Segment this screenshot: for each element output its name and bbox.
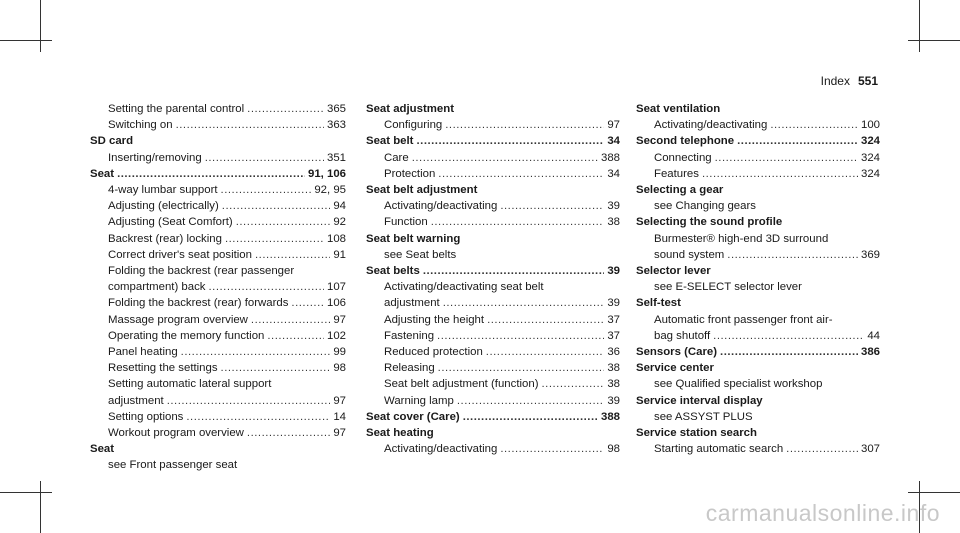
index-line [636, 133, 880, 149]
entry-text: Connecting [654, 151, 712, 164]
entry-text: Seat belt adjustment [366, 184, 478, 197]
index-line [654, 117, 880, 133]
index-line [384, 393, 620, 409]
index-subentry [90, 231, 346, 247]
entry-text: SD card [90, 135, 134, 148]
dot-leader [786, 441, 858, 457]
dot-leader [255, 247, 330, 263]
page-reference: 36 [607, 346, 620, 359]
index-heading [366, 231, 620, 247]
page-reference: 34 [607, 135, 620, 148]
index-subentry [636, 166, 880, 182]
entry-text: 4-way lumbar support [108, 184, 218, 197]
watermark: carmanualsonline.info [705, 500, 940, 526]
entry-text: Service station search [636, 427, 757, 440]
index-subentry [90, 182, 346, 198]
dot-leader [486, 344, 605, 360]
index-subentry [90, 150, 346, 166]
page-number: 551 [857, 74, 878, 88]
index-subentry [636, 231, 880, 263]
index-line [384, 312, 620, 328]
index-line [366, 133, 620, 149]
page-reference: 307 [860, 443, 880, 456]
index-subentry [90, 425, 346, 441]
page-reference: 388 [600, 410, 620, 423]
index-subentry [90, 312, 346, 328]
dot-leader [251, 312, 330, 328]
entry-text: Configuring [384, 119, 443, 132]
entry-text: Second telephone [636, 135, 735, 148]
index-line [384, 198, 620, 214]
index-subentry [366, 214, 620, 230]
index-line [108, 231, 346, 247]
entry-text: Operating the memory function [108, 329, 265, 342]
index-subentry [366, 150, 620, 166]
index-line [654, 441, 880, 457]
index-subentry [90, 247, 346, 263]
entry-text: see Qualified specialist workshop [654, 378, 823, 391]
index-line [108, 198, 346, 214]
page-reference: 365 [326, 103, 346, 115]
entry-text: Reduced protection [384, 346, 483, 359]
entry-text: Inserting/removing [108, 151, 202, 164]
index-heading [366, 182, 620, 198]
page-reference: 14 [333, 410, 346, 423]
page-reference: 107 [326, 281, 346, 294]
dot-leader [205, 150, 324, 166]
index-subentry [90, 117, 346, 133]
index-column-3 [636, 101, 880, 457]
dot-leader [176, 117, 324, 133]
index-subentry [366, 328, 620, 344]
index-subentry [366, 312, 620, 328]
entry-text: Care [384, 151, 409, 164]
index-line [384, 376, 620, 392]
entry-text: Seat [90, 443, 115, 456]
dot-leader [416, 133, 604, 149]
index-line [654, 150, 880, 166]
dot-leader [487, 312, 604, 328]
index-line [108, 409, 346, 425]
entry-text: Service interval display [636, 394, 763, 407]
index-subentry [366, 376, 620, 392]
dot-leader [209, 279, 324, 295]
page-reference: 102 [326, 329, 346, 342]
page-reference: 91, 106 [307, 167, 346, 180]
index-line [108, 295, 346, 311]
page-reference: 37 [607, 313, 620, 326]
dot-leader [463, 409, 598, 425]
page-reference: 39 [607, 394, 620, 407]
entry-text: Burmester® high-end 3D surround [654, 232, 829, 245]
index-heading [90, 166, 346, 182]
entry-text: sound system [654, 248, 725, 261]
index-subentry [90, 409, 346, 425]
entry-text: Seat belts [366, 265, 420, 278]
page-reference: 97 [333, 394, 346, 407]
index-subentry [90, 457, 346, 473]
index-subentry [636, 409, 880, 425]
entry-text: Backrest (rear) locking [108, 232, 222, 245]
index-heading [636, 360, 880, 376]
index-subentry [90, 198, 346, 214]
dot-leader [437, 328, 604, 344]
page-reference: 91 [333, 248, 346, 261]
dot-leader [247, 101, 324, 117]
dot-leader [457, 393, 604, 409]
entry-text: adjustment [108, 394, 164, 407]
entry-text: Automatic front passenger front air- [654, 313, 833, 326]
index-heading [636, 344, 880, 360]
entry-text: Seat belt warning [366, 232, 461, 245]
page-reference: 97 [333, 313, 346, 326]
dot-leader [117, 166, 305, 182]
entry-text: compartment) back [108, 281, 206, 294]
dot-leader [445, 117, 604, 133]
entry-text: Activating/deactivating [384, 200, 498, 213]
index-heading [366, 101, 620, 117]
index-subentry [636, 198, 880, 214]
index-line [108, 360, 346, 376]
entry-text: Seat cover (Care) [366, 410, 460, 423]
index-column-2 [366, 101, 620, 457]
entry-text: Features [654, 167, 699, 180]
index-column-1 [90, 101, 346, 474]
index-line [384, 441, 620, 457]
index-line [384, 344, 620, 360]
index-line [108, 117, 346, 133]
page-reference: 324 [860, 167, 880, 180]
page-reference: 100 [860, 119, 880, 132]
index-line [384, 166, 620, 182]
entry-text: Correct driver's seat position [108, 248, 252, 261]
entry-text: see E-SELECT selector lever [654, 281, 802, 294]
entry-text: Fastening [384, 329, 435, 342]
index-heading [366, 409, 620, 425]
entry-text: Activating/deactivating [384, 443, 498, 456]
page-reference: 324 [860, 151, 880, 164]
index-line [384, 150, 620, 166]
page-reference: 92, 95 [314, 184, 346, 197]
entry-text: Self-test [636, 297, 681, 310]
page-reference: 44 [867, 329, 880, 342]
index-subentry [636, 150, 880, 166]
index-heading [636, 182, 880, 198]
entry-text: Setting the parental control [108, 103, 245, 115]
index-subentry [636, 279, 880, 295]
index-heading [636, 295, 880, 311]
entry-text: Massage program overview [108, 313, 248, 326]
entry-text: Adjusting the height [384, 313, 485, 326]
index-heading [366, 425, 620, 441]
index-subentry [366, 198, 620, 214]
entry-text: bag shutoff [654, 329, 711, 342]
entry-text: Seat adjustment [366, 103, 454, 115]
index-subentry [636, 376, 880, 392]
dot-leader [247, 425, 330, 441]
crop-mark [0, 40, 52, 41]
entry-text: Sensors (Care) [636, 346, 718, 359]
entry-text: Seat belt adjustment (function) [384, 378, 539, 391]
entry-text: Warning lamp [384, 394, 454, 407]
dot-leader [713, 328, 864, 344]
entry-text: Folding the backrest (rear passenger [108, 265, 295, 278]
entry-text: Starting automatic search [654, 443, 784, 456]
page-reference: 38 [607, 362, 620, 375]
dot-leader [500, 441, 604, 457]
index-line [654, 166, 880, 182]
dot-leader [291, 295, 324, 311]
index-heading [636, 263, 880, 279]
index-line [384, 214, 620, 230]
index-subentry [636, 117, 880, 133]
index-subentry [366, 279, 620, 311]
entry-text: Selector lever [636, 265, 711, 278]
page-reference: 363 [326, 119, 346, 132]
index-line [636, 344, 880, 360]
page-reference: 94 [333, 200, 346, 213]
entry-text: Selecting the sound profile [636, 216, 783, 229]
page-reference: 38 [607, 216, 620, 229]
entry-text: Seat belt [366, 135, 414, 148]
page-reference: 369 [860, 248, 880, 261]
page-reference: 34 [607, 167, 620, 180]
crop-mark [919, 0, 920, 52]
entry-text: see Changing gears [654, 200, 756, 213]
dot-leader [542, 376, 605, 392]
entry-text: Selecting a gear [636, 184, 724, 197]
index-subentry [636, 441, 880, 457]
crop-mark [40, 481, 41, 533]
index-line [108, 150, 346, 166]
entry-text: Folding the backrest (rear) forwards [108, 297, 289, 310]
entry-text: see ASSYST PLUS [654, 410, 753, 423]
index-line [384, 360, 620, 376]
entry-text: see Seat belts [384, 248, 457, 261]
dot-leader [702, 166, 858, 182]
dot-leader [423, 263, 605, 279]
index-line [384, 295, 620, 311]
entry-text: Activating/deactivating seat belt [384, 281, 544, 294]
index-heading [366, 133, 620, 149]
page-reference: 99 [333, 346, 346, 359]
index-line [108, 182, 346, 198]
page-reference: 98 [607, 443, 620, 456]
dot-leader [221, 360, 331, 376]
index-line [366, 409, 620, 425]
entry-text: Panel heating [108, 346, 178, 359]
index-subentry [366, 166, 620, 182]
dot-leader [443, 295, 605, 311]
dot-leader [438, 360, 605, 376]
index-heading [90, 441, 346, 457]
dot-leader [715, 150, 858, 166]
entry-text: Activating/deactivating [654, 119, 768, 132]
page-reference: 39 [607, 200, 620, 213]
index-heading [636, 133, 880, 149]
index-line [108, 328, 346, 344]
entry-text: Adjusting (electrically) [108, 200, 219, 213]
index-subentry [90, 263, 346, 295]
page-reference: 38 [607, 378, 620, 391]
page-reference: 39 [607, 265, 620, 278]
entry-text: Switching on [108, 119, 173, 132]
dot-leader [236, 214, 331, 230]
index-heading [636, 214, 880, 230]
dot-leader [181, 344, 331, 360]
index-subentry [90, 101, 346, 117]
index-line [108, 312, 346, 328]
page-reference: 324 [860, 135, 880, 148]
crop-mark [908, 40, 960, 41]
index-subentry [90, 328, 346, 344]
dot-leader [412, 150, 598, 166]
index-line [384, 328, 620, 344]
index-subentry [90, 376, 346, 408]
index-subentry [636, 312, 880, 344]
entry-text: Service center [636, 362, 714, 375]
page-header [821, 74, 878, 88]
dot-leader [225, 231, 324, 247]
index-line [654, 247, 880, 263]
entry-text: Workout program overview [108, 427, 244, 440]
entry-text: Protection [384, 167, 436, 180]
page-reference: 388 [600, 151, 620, 164]
dot-leader [438, 166, 604, 182]
entry-text: adjustment [384, 297, 440, 310]
entry-text: Setting automatic lateral support [108, 378, 272, 391]
index-heading [636, 425, 880, 441]
page-reference: 106 [326, 297, 346, 310]
index-subentry [366, 247, 620, 263]
index-line [108, 101, 346, 117]
page-reference: 98 [333, 362, 346, 375]
dot-leader [221, 182, 312, 198]
page-reference: 108 [326, 232, 346, 245]
index-line [108, 393, 346, 409]
index-heading [90, 133, 346, 149]
dot-leader [431, 214, 605, 230]
index-line [384, 117, 620, 133]
index-heading [636, 101, 880, 117]
index-subentry [366, 117, 620, 133]
crop-mark [0, 492, 52, 493]
dot-leader [500, 198, 604, 214]
entry-text: Adjusting (Seat Comfort) [108, 216, 233, 229]
page-reference: 351 [326, 151, 346, 164]
page-reference: 37 [607, 329, 620, 342]
entry-text: Function [384, 216, 428, 229]
index-subentry [366, 344, 620, 360]
entry-text: Resetting the settings [108, 362, 218, 375]
dot-leader [737, 133, 858, 149]
index-line [108, 214, 346, 230]
index-line [108, 279, 346, 295]
index-heading [636, 393, 880, 409]
entry-text: Seat ventilation [636, 103, 721, 115]
entry-text: Releasing [384, 362, 435, 375]
page-reference: 97 [333, 427, 346, 440]
page-reference: 39 [607, 297, 620, 310]
dot-leader [186, 409, 330, 425]
index-line [654, 328, 880, 344]
dot-leader [727, 247, 858, 263]
index-line [108, 425, 346, 441]
index-line [108, 344, 346, 360]
index-subentry [90, 360, 346, 376]
page-reference: 92 [333, 216, 346, 229]
index-line [108, 247, 346, 263]
crop-mark [40, 0, 41, 52]
dot-leader [267, 328, 324, 344]
index-heading [366, 263, 620, 279]
page-reference: 97 [607, 119, 620, 132]
index-line [366, 263, 620, 279]
dot-leader [167, 393, 331, 409]
index-subentry [366, 393, 620, 409]
entry-text: Seat heating [366, 427, 434, 440]
crop-mark [908, 492, 960, 493]
index-line [90, 166, 346, 182]
header-title: Index [820, 74, 850, 88]
index-subentry [90, 214, 346, 230]
index-subentry [366, 441, 620, 457]
entry-text: see Front passenger seat [108, 459, 238, 472]
dot-leader [770, 117, 858, 133]
dot-leader [222, 198, 331, 214]
index-subentry [366, 360, 620, 376]
index-subentry [90, 344, 346, 360]
entry-text: Setting options [108, 410, 184, 423]
index-subentry [90, 295, 346, 311]
dot-leader [720, 344, 858, 360]
page-reference: 386 [860, 346, 880, 359]
entry-text: Seat [90, 167, 115, 180]
